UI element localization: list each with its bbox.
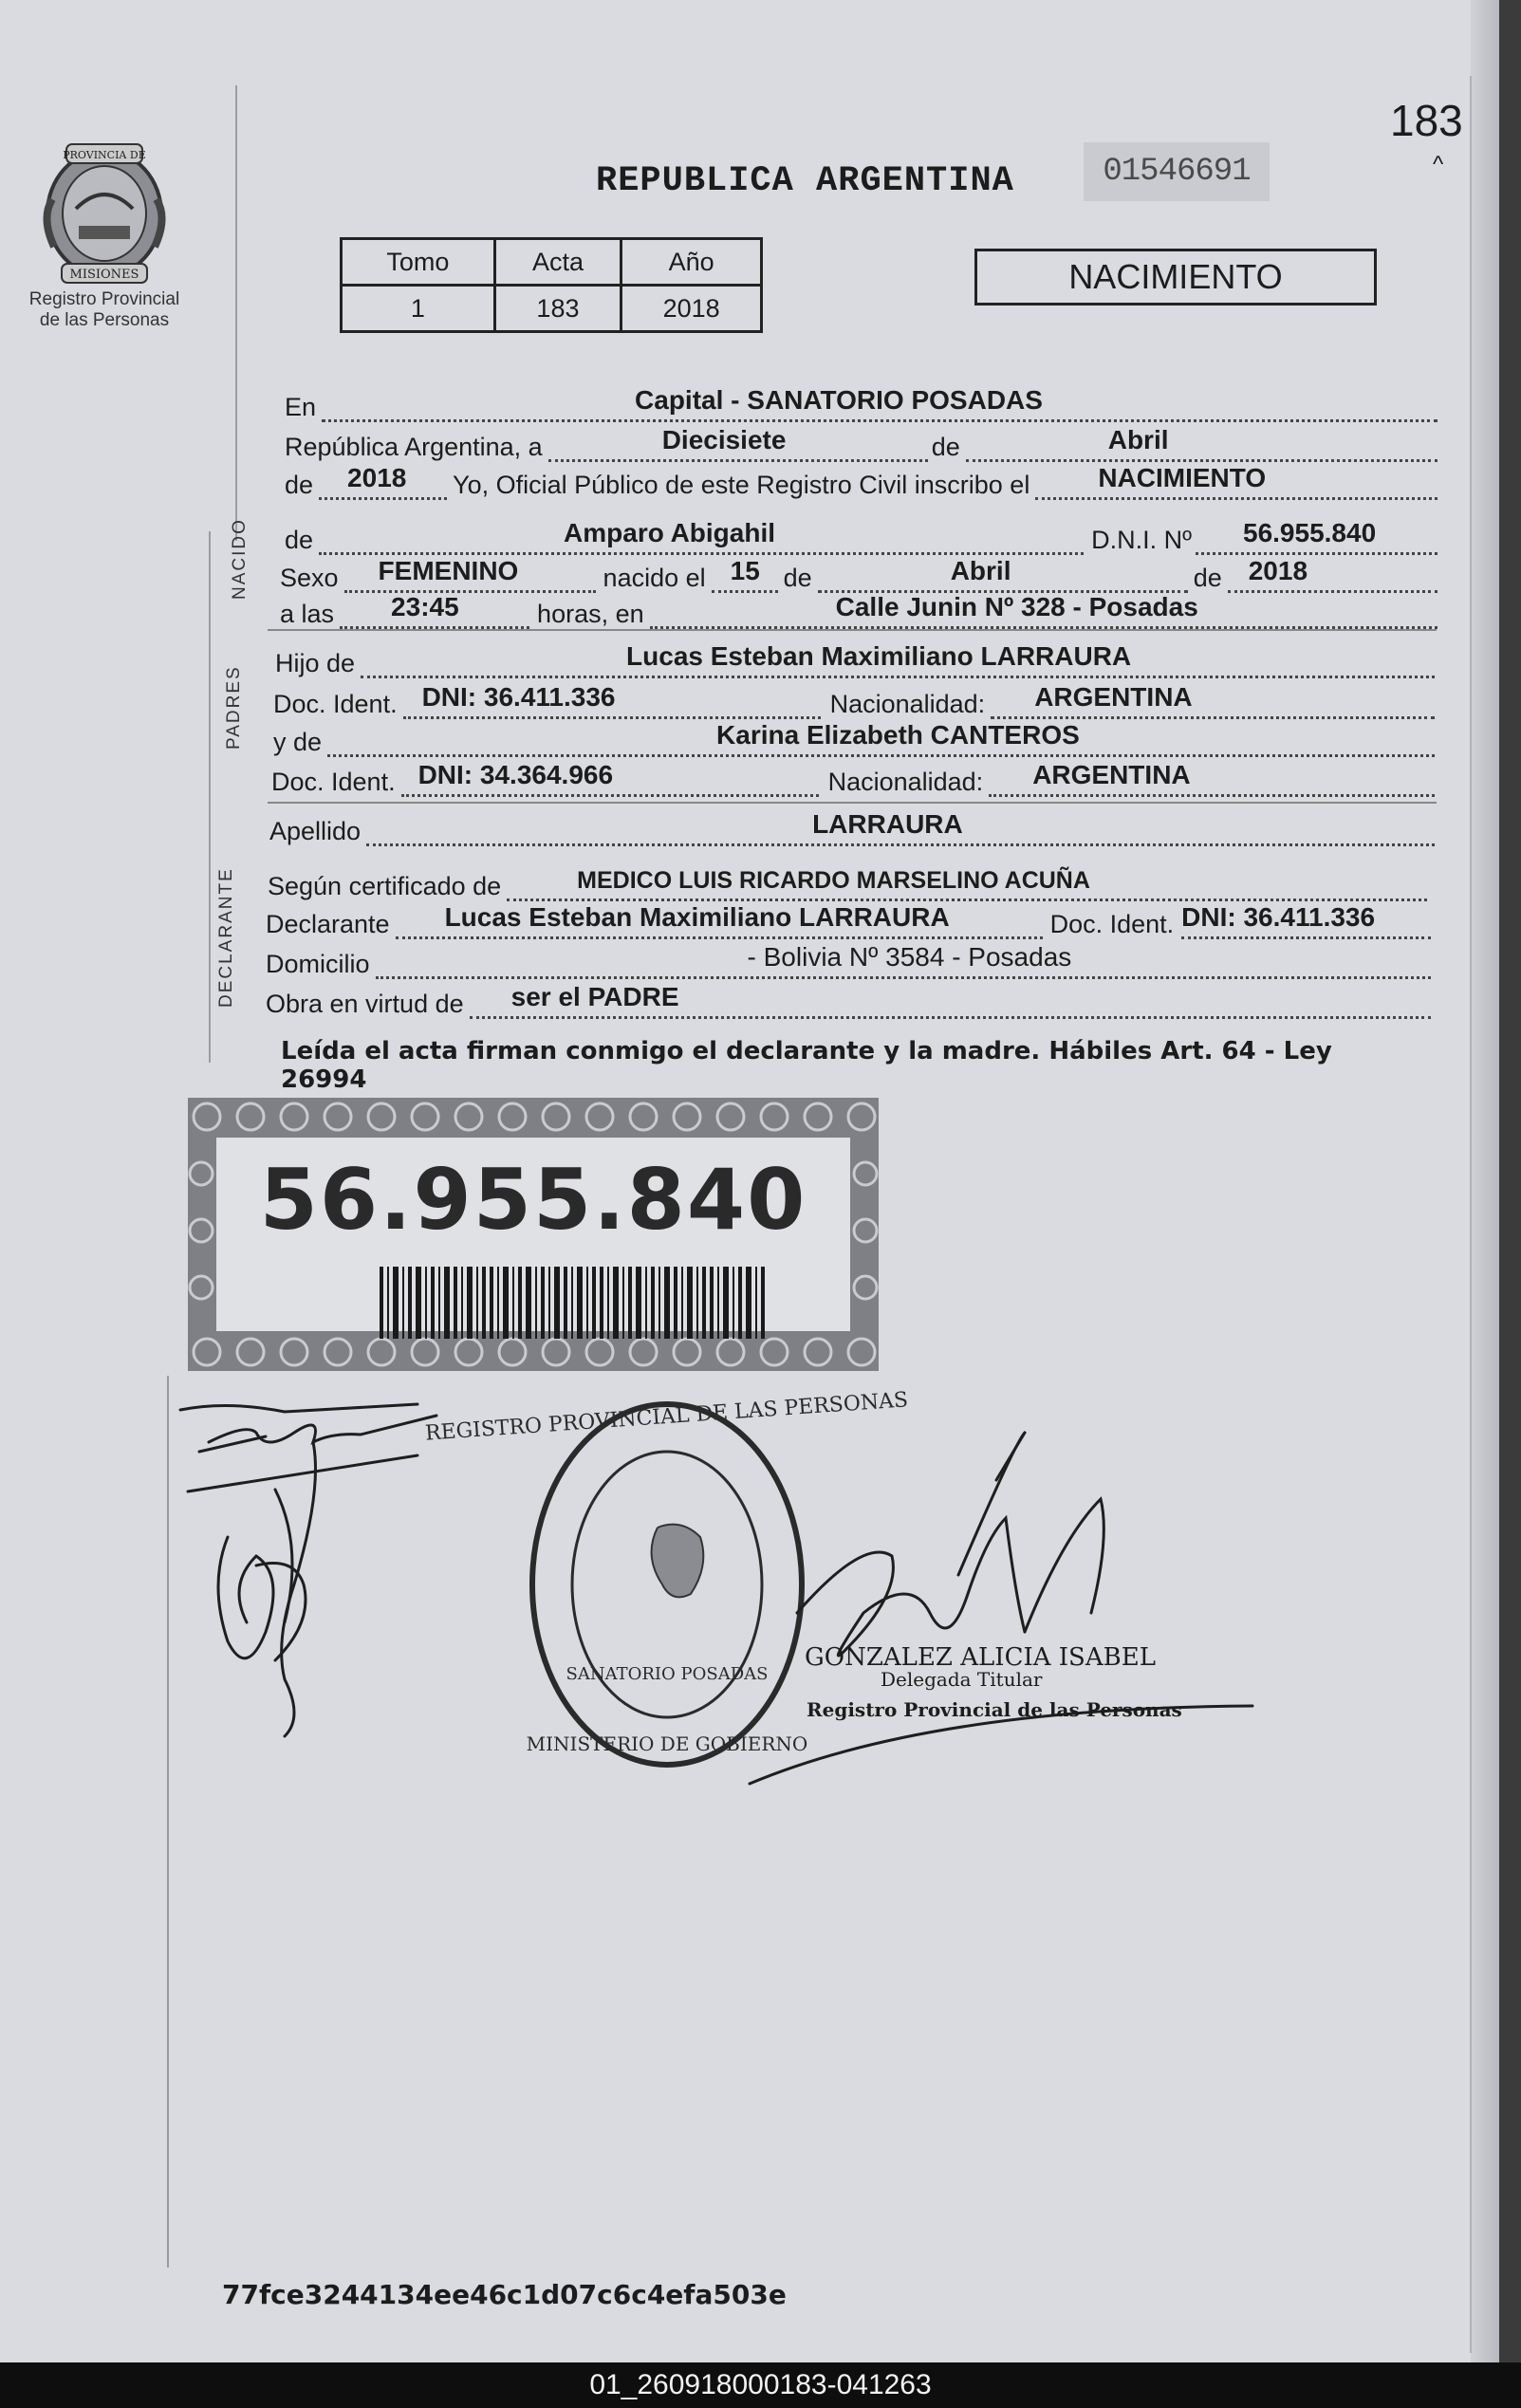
sexo-value: FEMENINO	[378, 556, 519, 585]
section-divider-1	[268, 629, 1437, 631]
en-label: En	[285, 393, 317, 421]
table-header-row	[342, 239, 762, 286]
en-value: Capital - SANATORIO POSADAS	[635, 385, 1043, 415]
row-madre-doc	[271, 759, 1435, 797]
padre-value: Lucas Esteban Maximiliano LARRAURA	[626, 641, 1132, 671]
republica-label: República Argentina, a	[285, 433, 543, 461]
value-tomo: 1	[342, 286, 495, 332]
document-title: REPUBLICA ARGENTINA	[596, 161, 1014, 201]
nacido-dia: 15	[730, 556, 760, 585]
domicilio-label: Domicilio	[266, 950, 370, 978]
madre-doc-value: DNI: 34.364.966	[417, 760, 614, 789]
table-row	[342, 286, 762, 332]
declarante-label: Declarante	[266, 910, 390, 938]
nacido-de-label: de	[783, 564, 812, 592]
apellido-value: LARRAURA	[812, 809, 963, 839]
logo-top-text: PROVINCIA DE	[63, 149, 146, 161]
row-padre	[275, 640, 1435, 678]
madre-value: Karina Elizabeth CANTEROS	[716, 720, 1080, 750]
row-sexo	[280, 555, 1438, 593]
row-inscribo	[285, 462, 1438, 500]
obra-value: ser el PADRE	[510, 982, 679, 1011]
apellido-label: Apellido	[269, 817, 362, 845]
document-hash: 77fce3244134ee46c1d07c6c4efa503e	[222, 2279, 787, 2310]
dni-label: D.N.I. Nº	[1091, 526, 1192, 554]
anio-prefix: de	[285, 471, 314, 499]
left-margin-line-bottom	[167, 1376, 169, 2268]
hijo-de-label: Hijo de	[275, 649, 356, 677]
declarante-doc-value: DNI: 36.411.336	[1181, 902, 1376, 932]
section-label-nacido: NACIDO	[230, 518, 250, 600]
obra-label: Obra en virtud de	[266, 990, 464, 1018]
right-margin-line	[1470, 76, 1472, 2353]
seal-middle-text: SANATORIO POSADAS	[566, 1664, 769, 1684]
lugar-value: Calle Junin Nº 328 - Posadas	[835, 592, 1198, 621]
page-edge	[1471, 0, 1499, 2362]
section-label-padres: PADRES	[224, 665, 244, 750]
inscribo-value: NACIMIENTO	[1098, 463, 1267, 492]
header-tomo: Tomo	[342, 239, 495, 286]
coat-of-arms-icon	[33, 142, 176, 285]
row-nombre	[285, 517, 1438, 555]
y-de-label: y de	[273, 728, 323, 756]
madre-doc-label: Doc. Ident.	[271, 768, 396, 796]
declarante-doc-label: Doc. Ident.	[1049, 910, 1175, 938]
value-anio: 2018	[621, 286, 762, 332]
barcode-icon	[380, 1267, 767, 1339]
row-apellido	[269, 808, 1435, 846]
file-id-bar	[0, 2362, 1521, 2408]
left-margin-line-lower	[209, 531, 211, 1063]
nombre-label: de	[285, 526, 314, 554]
row-madre	[273, 719, 1435, 757]
nacido-mes: Abril	[950, 556, 1011, 585]
padre-doc-label: Doc. Ident.	[273, 690, 398, 718]
nacido-de2-label: de	[1193, 564, 1222, 592]
madre-nac-label: Nacionalidad:	[827, 768, 984, 796]
row-hora	[280, 591, 1438, 629]
official-signature-icon	[740, 1423, 1271, 1803]
header-acta: Acta	[494, 239, 621, 286]
hora-value: 23:45	[391, 592, 459, 621]
certificado-value: MEDICO LUIS RICARDO MARSELINO ACUÑA	[577, 867, 1090, 894]
mes-value: Abril	[1107, 425, 1169, 454]
certificado-label: Según certificado de	[268, 872, 502, 900]
a-las-label: a las	[280, 600, 335, 628]
serial-number: 01546691	[1084, 142, 1270, 201]
value-acta: 183	[494, 286, 621, 332]
closing-statement: Leída el acta firman conmigo el declarante y la madre. Hábiles Art. 64 - Ley 26994	[281, 1037, 1332, 1094]
sexo-label: Sexo	[280, 564, 339, 592]
seal-bottom-text: MINISTERIO DE GOBIERNO	[526, 1732, 808, 1755]
page-number: 183	[1390, 96, 1463, 145]
madre-nac-value: ARGENTINA	[1032, 760, 1191, 789]
anio-value: 2018	[347, 463, 407, 492]
row-domicilio	[266, 941, 1431, 979]
horas-en-label: horas, en	[537, 600, 644, 628]
logo-caption-2: de las Personas	[39, 310, 170, 330]
province-logo	[19, 142, 190, 331]
record-type-box: NACIMIENTO	[974, 249, 1377, 306]
dia-value: Diecisiete	[661, 425, 787, 454]
oficial-text: Yo, Oficial Público de este Registro Civil inscribo el	[453, 471, 1030, 499]
nacido-el-label: nacido el	[603, 564, 706, 592]
domicilio-value: - Bolivia Nº 3584 - Posadas	[747, 942, 1072, 972]
tomo-acta-table	[340, 237, 763, 333]
row-fecha	[285, 424, 1438, 462]
padre-nac-label: Nacionalidad:	[829, 690, 986, 718]
padre-nac-value: ARGENTINA	[1034, 682, 1193, 712]
caret-mark: ^	[1433, 152, 1444, 177]
de-label: de	[931, 433, 960, 461]
dni-sticker	[188, 1098, 879, 1371]
dni-value: 56.955.840	[1243, 518, 1377, 547]
logo-caption-1: Registro Provincial	[28, 289, 180, 309]
left-margin-line	[235, 85, 237, 541]
declarante-signature-icon	[171, 1395, 455, 1755]
official-role: Delegada Titular	[881, 1668, 1043, 1691]
dni-sticker-number: 56.955.840	[259, 1151, 807, 1249]
row-padre-doc	[273, 681, 1435, 719]
row-obra	[266, 981, 1431, 1019]
section-divider-2	[268, 802, 1437, 804]
padre-doc-value: DNI: 36.411.336	[421, 682, 616, 712]
row-declarante	[266, 901, 1431, 939]
seal-top-text: REGISTRO PROVINCIAL DE LAS PERSONAS	[424, 1388, 909, 1446]
official-office: Registro Provincial de las Personas	[807, 1698, 1182, 1721]
official-name: GONZALEZ ALICIA ISABEL	[805, 1643, 1156, 1672]
logo-bottom-text: MISIONES	[69, 268, 139, 282]
row-certificado	[268, 863, 1427, 901]
declarante-value: Lucas Esteban Maximiliano LARRAURA	[444, 902, 950, 932]
nombre-value: Amparo Abigahil	[564, 518, 776, 547]
nacido-anio: 2018	[1248, 556, 1308, 585]
file-id: 01_260918000183-041263	[589, 2369, 932, 2400]
section-label-declarante: DECLARANTE	[216, 867, 236, 1008]
header-anio: Año	[621, 239, 762, 286]
row-en	[285, 384, 1438, 422]
